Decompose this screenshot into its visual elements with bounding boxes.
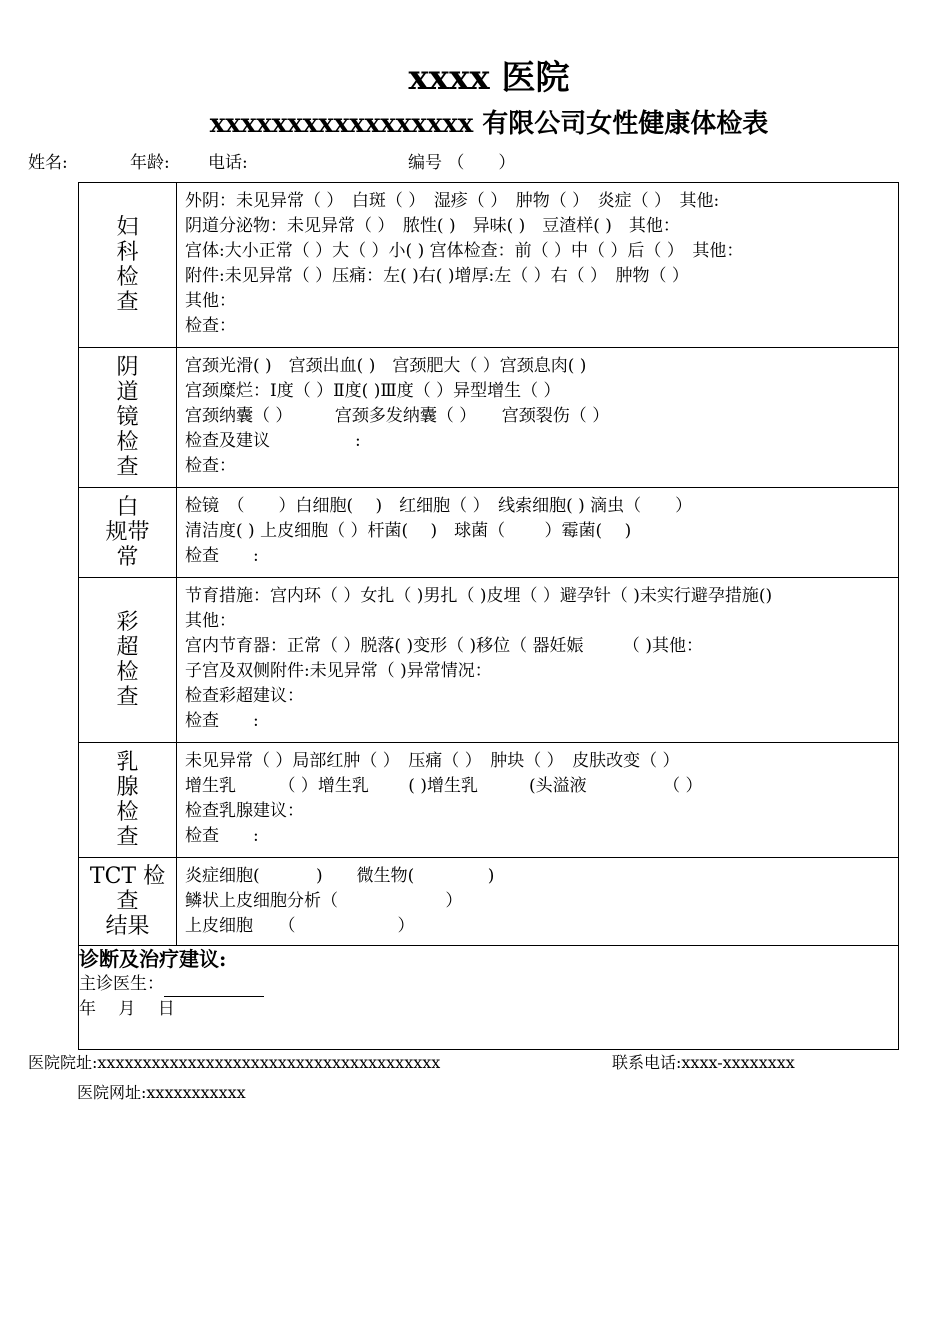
gyn-line: 宫体:大小正常（ ）大（ ）小( ) 宫体检查：前（ ）中（ ）后（ ） 其他： [185, 241, 744, 261]
gyn-line: 附件:未见异常（ ）压痛：左( )右( )增厚:左（ ）右（ ） 肿物（ ） [185, 266, 689, 286]
colpo-label-char: 阴 [116, 355, 139, 380]
doctor-signature-line [164, 978, 264, 997]
breast-label-char: 查 [116, 825, 139, 850]
doctor-label: 主诊医生： [79, 974, 164, 994]
ultrasound-line: 宫内节育器：正常（ ）脱落( )变形（ )移位（ 器妊娠 （ )其他： [185, 636, 703, 656]
tct-line: 炎症细胞( ) 微生物( ) [185, 866, 495, 886]
ultrasound-label-char: 检 [116, 660, 139, 685]
colpo-label-char: 道 [116, 380, 139, 405]
gyn-content [177, 183, 899, 348]
colpo-label-char: 检 [116, 430, 139, 455]
ultrasound-line: 节育措施：宫内环（ ）女扎（ )男扎（ )皮埋（ ）避孕针（ )未实行避孕措施() [185, 586, 773, 606]
colpo-label [79, 348, 177, 488]
number-field: 编号 （ ） [408, 153, 516, 173]
gyn-label [79, 183, 177, 348]
colpo-section [79, 348, 899, 488]
ultrasound-line: 检查 : [185, 711, 259, 731]
tct-content [177, 858, 899, 946]
tct-label-line: 结果 [105, 914, 150, 939]
ultrasound-section [79, 578, 899, 743]
form-title: xxxxxxxxxxxxxxxxx 有限公司女性健康体检表 [209, 109, 769, 139]
leukorrhea-line: 清洁度( ) 上皮细胞（ ）杆菌( ) 球菌（ ）霉菌( ) [185, 521, 632, 541]
colpo-line: 检查及建议 : [185, 431, 361, 451]
gyn-line: 检查： [185, 316, 236, 336]
gyn-line: 阴道分泌物：未见异常（ ） 脓性( ) 异味( ) 豆渣样( ) 其他： [185, 216, 680, 236]
name-field: 姓名: [28, 153, 68, 173]
leukorrhea-content [177, 488, 899, 578]
gyn-label-char: 检 [116, 265, 139, 290]
diagnosis-heading: 诊断及治疗建议: [79, 947, 227, 971]
colpo-label-char: 查 [116, 455, 139, 480]
gyn-label-char: 查 [116, 290, 139, 315]
leukorrhea-label-char: 常 [116, 545, 139, 570]
gyn-line: 外阴：未见异常（ ） 白斑（ ） 湿疹（ ） 肿物（ ） 炎症（ ） 其他: [185, 191, 720, 211]
tct-label-line: TCT 检查 [89, 864, 166, 914]
ultrasound-line: 其他： [185, 611, 236, 631]
gyn-label-char: 科 [116, 240, 139, 265]
diagnosis-section [79, 946, 899, 1050]
leukorrhea-label-char: 白 [116, 495, 139, 520]
ultrasound-label [79, 578, 177, 743]
gyn-line: 其他： [185, 291, 236, 311]
colpo-content [177, 348, 899, 488]
ultrasound-line: 检查彩超建议： [185, 686, 304, 706]
breast-line: 未见异常（ ）局部红肿（ ） 压痛（ ） 肿块（ ） 皮肤改变（ ） [185, 751, 680, 771]
gyn-section [79, 183, 899, 348]
exam-form-table [78, 182, 899, 1050]
breast-label-char: 腺 [116, 775, 139, 800]
colpo-line: 宫颈光滑( ) 宫颈出血( ) 宫颈肥大（ ）宫颈息肉( ) [185, 356, 587, 376]
tct-line: 鳞状上皮细胞分析（ ） [185, 891, 463, 911]
leukorrhea-line: 检查 : [185, 546, 259, 566]
diagnosis-content [79, 946, 899, 1050]
tct-section [79, 858, 899, 946]
breast-line: 检查乳腺建议： [185, 801, 304, 821]
doctor-line [79, 972, 898, 997]
ultrasound-label-char: 查 [116, 685, 139, 710]
leukorrhea-section [79, 488, 899, 578]
breast-section [79, 743, 899, 858]
colpo-line: 检查： [185, 456, 236, 476]
hospital-website: 医院网址:xxxxxxxxxxx [77, 1083, 246, 1102]
breast-label-char: 乳 [116, 750, 139, 775]
breast-label [79, 743, 177, 858]
ultrasound-line: 子宫及双侧附件:未见异常（ )异常情况： [185, 661, 492, 681]
phone-field: 电话: [208, 153, 248, 173]
tct-label [79, 858, 177, 946]
ultrasound-label-char: 彩 [116, 610, 139, 635]
hospital-contact-phone: 联系电话:xxxx-xxxxxxxx [612, 1053, 795, 1072]
leukorrhea-label [79, 488, 177, 578]
leukorrhea-line: 检镜 （ ）白细胞( ) 红细胞（ ） 线索细胞( ) 滴虫（ ） [185, 496, 693, 516]
diagnosis-date: 年 月 日 [79, 999, 175, 1019]
ultrasound-label-char: 超 [116, 635, 139, 660]
leukorrhea-label-char: 规带 [105, 520, 150, 545]
breast-label-char: 检 [116, 800, 139, 825]
hospital-address: 医院院址:xxxxxxxxxxxxxxxxxxxxxxxxxxxxxxxxxxxxxx [28, 1053, 441, 1072]
breast-content [177, 743, 899, 858]
breast-line: 检查 : [185, 826, 259, 846]
tct-line: 上皮细胞 （ ） [185, 916, 415, 936]
ultrasound-content [177, 578, 899, 743]
colpo-line: 宫颈纳囊（ ） 宫颈多发纳囊（ ） 宫颈裂伤（ ） [185, 406, 610, 426]
colpo-label-char: 镜 [116, 405, 139, 430]
gyn-label-char: 妇 [116, 215, 139, 240]
hospital-title: xxxx 医院 [408, 58, 570, 98]
breast-line: 增生乳 （ ）增生乳 ( )增生乳 (头溢液 （ ） [185, 776, 703, 796]
colpo-line: 宫颈糜烂：Ⅰ度（ ）Ⅱ度( )Ⅲ度（ ）异型增生（ ） [185, 381, 561, 401]
age-field: 年龄: [130, 153, 170, 173]
